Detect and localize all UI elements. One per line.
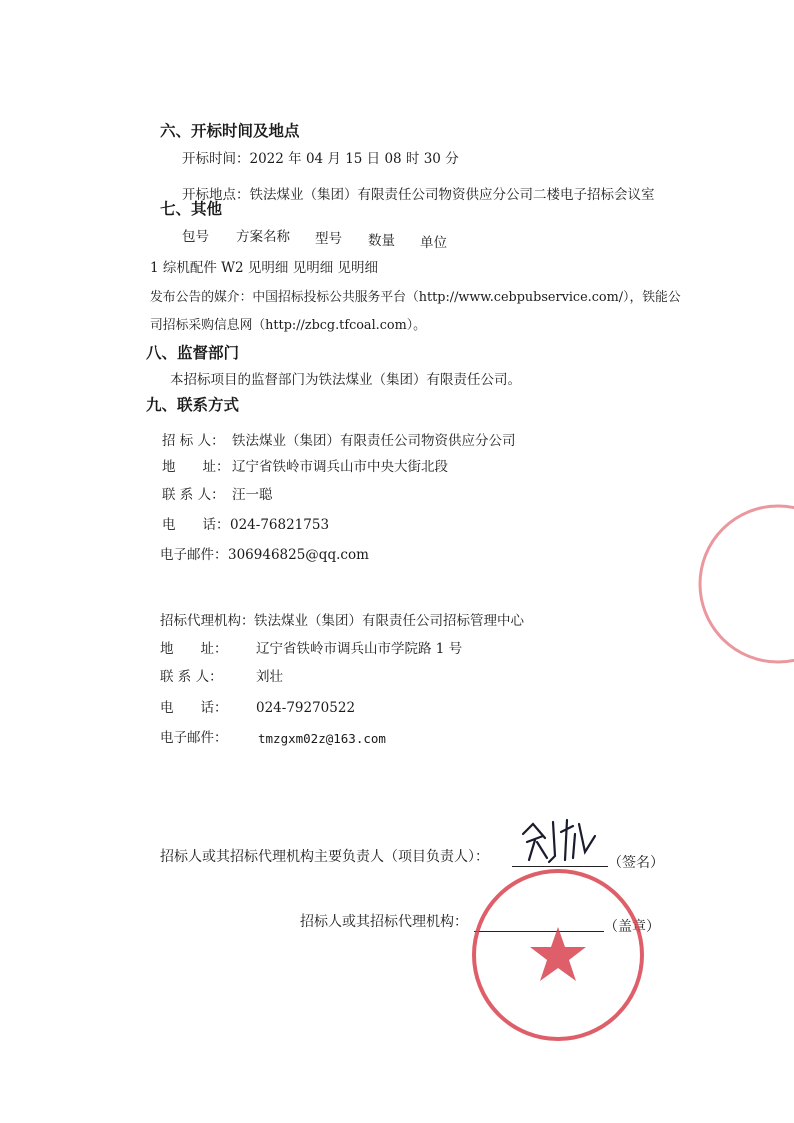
tenderer-name-label: 招 标 人： (162, 433, 225, 449)
section-8-heading: 八、监督部门 (146, 344, 240, 362)
handwritten-signature (515, 812, 601, 870)
agency-contact: 刘壮 (256, 669, 283, 685)
tenderer-email: 306946825@qq.com (228, 547, 369, 563)
agency-name: 铁法煤业（集团）有限责任公司招标管理中心 (254, 613, 524, 629)
agency-email: tmzgxm02z@163.com (258, 731, 386, 746)
table-header-quantity: 数量 (368, 233, 395, 249)
partial-seal (690, 500, 794, 670)
tenderer-email-label: 电子邮件： (160, 547, 228, 563)
table-header-package: 包号 (182, 229, 209, 245)
signature-suffix: （签名） (608, 855, 664, 871)
official-seal (468, 865, 648, 1045)
table-header-unit: 单位 (420, 235, 447, 251)
section-6-heading: 六、开标时间及地点 (160, 122, 300, 140)
agency-phone-label: 电 话： (160, 700, 228, 716)
table-header-plan-name: 方案名称 (236, 229, 290, 245)
tenderer-phone: 024-76821753 (230, 517, 330, 533)
bid-opening-time: 开标时间：2022 年 04 月 15 日 08 时 30 分 (182, 151, 459, 167)
agency-addr-label: 地 址： (160, 641, 228, 657)
tenderer-name: 铁法煤业（集团）有限责任公司物资供应分公司 (232, 433, 516, 449)
agency-phone: 024-79270522 (256, 700, 356, 716)
signature-label: 招标人或其招标代理机构主要负责人（项目负责人）： (160, 849, 489, 865)
media-line-1: 发布公告的媒介：中国招标投标公共服务平台（http://www.cebpubservice.com/），铁能公 (150, 290, 681, 305)
tenderer-contact: 汪一聪 (232, 487, 273, 503)
agency-name-label: 招标代理机构： (160, 613, 255, 629)
stamp-label: 招标人或其招标代理机构： (300, 914, 468, 930)
agency-email-label: 电子邮件： (160, 730, 228, 746)
supervision-text: 本招标项目的监督部门为铁法煤业（集团）有限责任公司。 (170, 372, 521, 388)
tenderer-address: 辽宁省铁岭市调兵山市中央大街北段 (232, 459, 448, 475)
media-line-2: 司招标采购信息网（http://zbcg.tfcoal.com）。 (150, 318, 426, 333)
bid-opening-place: 开标地点：铁法煤业（集团）有限责任公司物资供应分公司二楼电子招标会议室 (182, 187, 655, 203)
stamp-suffix: （盖章） (604, 919, 660, 935)
tenderer-phone-label: 电 话： (162, 517, 230, 533)
table-row: 1 综机配件 W2 见明细 见明细 见明细 (150, 260, 379, 276)
tenderer-contact-label: 联 系 人： (162, 487, 225, 503)
section-9-heading: 九、联系方式 (146, 396, 240, 414)
agency-contact-label: 联 系 人： (160, 669, 223, 685)
table-header-model: 型号 (315, 231, 342, 247)
section-7-heading: 七、其他 (160, 200, 223, 218)
tenderer-addr-label: 地 址： (162, 459, 230, 475)
agency-address: 辽宁省铁岭市调兵山市学院路 1 号 (256, 641, 463, 657)
